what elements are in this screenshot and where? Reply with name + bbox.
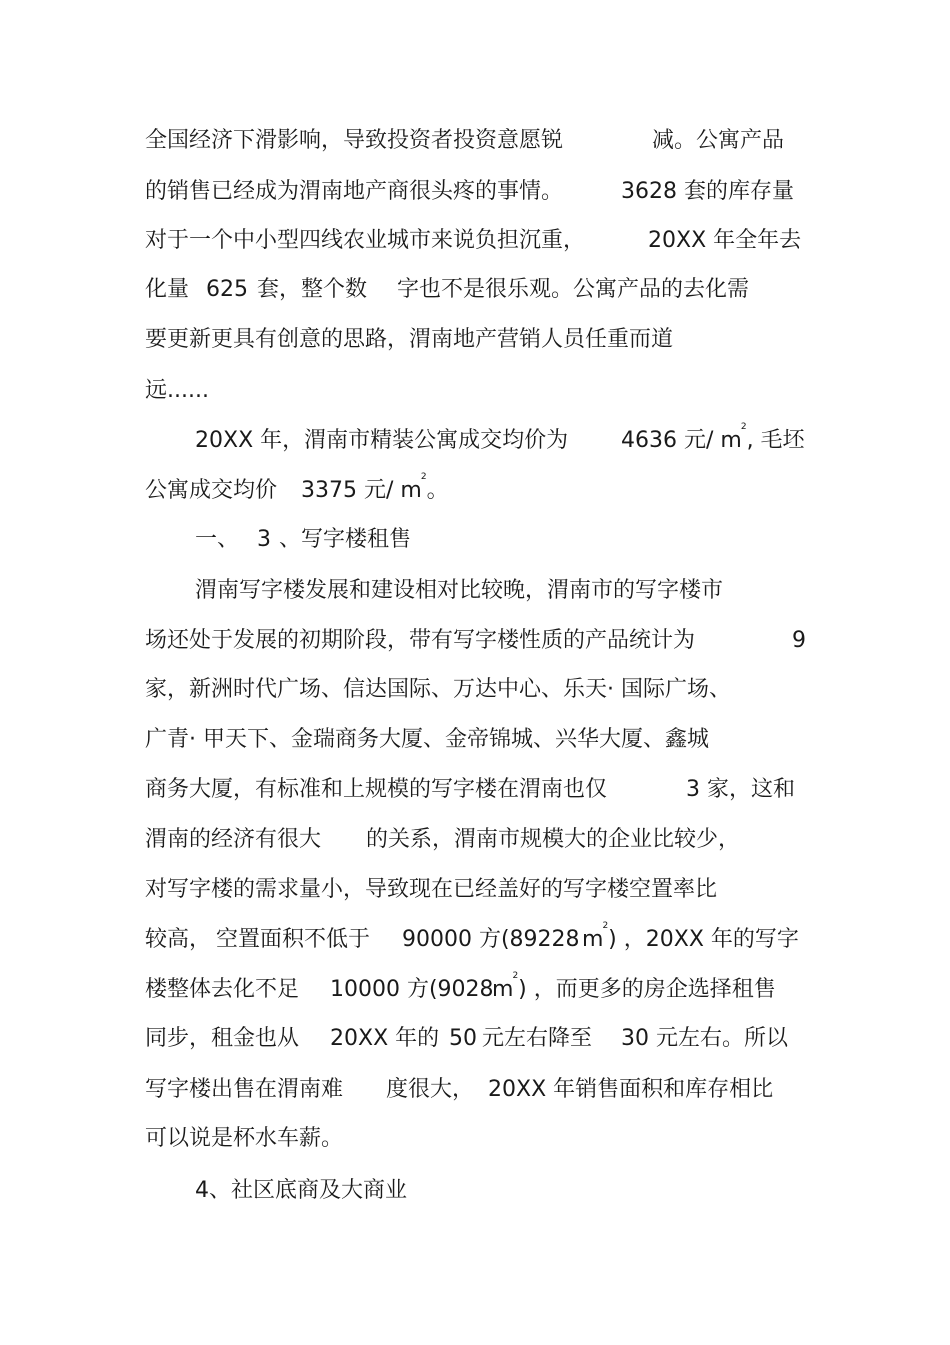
superscript: 2 bbox=[740, 421, 747, 432]
text-line-19 bbox=[0, 1022, 950, 1056]
text-segment-suffix: , 毛坯 bbox=[746, 428, 805, 453]
text-segment-suffix: ) ，20XX 年的写字 bbox=[608, 927, 799, 952]
text-segment: 场还处于发展的初期阶段，带有写字楼性质的产品统计为 bbox=[145, 628, 696, 653]
text-line-16 bbox=[0, 873, 950, 907]
text-line-21 bbox=[0, 1122, 950, 1156]
text-segment: 字也不是很乐观。公寓产品的去化需 bbox=[397, 277, 750, 302]
text-segment-value: 4636 元/ m bbox=[621, 428, 742, 453]
text-line-20 bbox=[0, 1073, 950, 1107]
text-segment: 3 bbox=[257, 527, 271, 552]
text-segment: 广青· 甲天下、金瑞商务大厦、金帝锦城、兴华大厦、鑫城 bbox=[145, 727, 709, 752]
text-segment: 化量 bbox=[145, 277, 190, 302]
text-line-10 bbox=[0, 574, 950, 608]
text-segment bbox=[492, 970, 776, 1007]
section-heading-4 bbox=[0, 1174, 950, 1208]
text-segment: 9 bbox=[792, 628, 806, 653]
text-segment-value: 3375 元/ m bbox=[301, 478, 422, 503]
text-segment: 度很大， bbox=[386, 1077, 475, 1102]
superscript: 2 bbox=[602, 920, 609, 931]
text-segment: 渭南写字楼发展和建设相对比较晚，渭南市的写字楼市 bbox=[195, 578, 724, 603]
text-line-18 bbox=[0, 970, 950, 1007]
text-segment: 、写字楼租售 bbox=[279, 527, 412, 552]
text-segment: 3 家，这和 bbox=[686, 777, 795, 802]
text-segment bbox=[621, 421, 805, 458]
text-segment: 625 bbox=[206, 277, 248, 302]
text-segment: 远...... bbox=[145, 378, 209, 403]
text-segment: 30 元左右。所以 bbox=[621, 1026, 788, 1051]
text-segment bbox=[582, 920, 799, 957]
text-segment: 较高， bbox=[145, 927, 212, 952]
text-segment: 对写字楼的需求量小，导致现在已经盖好的写字楼空置率比 bbox=[145, 877, 718, 902]
text-segment: 元左右降至 bbox=[482, 1026, 593, 1051]
text-segment: 楼整体去化不足 bbox=[145, 977, 300, 1002]
text-segment: 20XX 年的 bbox=[330, 1026, 440, 1051]
text-segment: 减。公寓产品 bbox=[652, 128, 785, 153]
text-segment: 空置面积不低于 bbox=[216, 927, 371, 952]
text-segment: 4、社区底商及大商业 bbox=[195, 1178, 407, 1203]
text-segment: 全国经济下滑影响，导致投资者投资意愿锐 bbox=[145, 128, 564, 153]
superscript: 2 bbox=[420, 471, 427, 482]
text-segment: 90000 方(89228 bbox=[402, 927, 580, 952]
text-segment: 商务大厦，有标准和上规模的写字楼在渭南也仅 bbox=[145, 777, 608, 802]
text-line-3 bbox=[0, 224, 950, 258]
text-segment: 公寓成交均价 bbox=[145, 478, 278, 503]
text-segment-value: m bbox=[492, 977, 514, 1002]
text-segment: 套，整个数 bbox=[257, 277, 368, 302]
section-heading-3 bbox=[0, 523, 950, 557]
text-segment: 写字楼出售在渭南难 bbox=[145, 1077, 344, 1102]
text-segment: 10000 方(9028 bbox=[330, 977, 494, 1002]
text-segment: 一、 bbox=[195, 527, 240, 552]
text-segment: 渭南的经济有很大 bbox=[145, 827, 322, 852]
text-segment: 的销售已经成为渭南地产商很头疼的事情。 bbox=[145, 179, 564, 204]
text-segment: 50 bbox=[449, 1026, 477, 1051]
text-segment: 要更新更具有创意的思路，渭南地产营销人员任重而道 bbox=[145, 327, 674, 352]
text-segment bbox=[301, 471, 449, 508]
text-line-1 bbox=[0, 124, 950, 158]
text-line-5 bbox=[0, 323, 950, 357]
text-line-2 bbox=[0, 175, 950, 209]
text-segment-value: m bbox=[582, 927, 604, 952]
text-segment-suffix: 。 bbox=[426, 478, 449, 503]
superscript: 2 bbox=[512, 970, 519, 981]
text-line-14 bbox=[0, 773, 950, 807]
text-segment: 20XX 年全年去 bbox=[648, 228, 802, 253]
text-segment: 的关系，渭南市规模大的企业比较少， bbox=[366, 827, 741, 852]
text-line-6 bbox=[0, 374, 950, 408]
text-segment: 同步，租金也从 bbox=[145, 1026, 300, 1051]
text-segment: 对于一个中小型四线农业城市来说负担沉重， bbox=[145, 228, 586, 253]
text-segment: 3628 套的库存量 bbox=[621, 179, 794, 204]
text-segment: 可以说是杯水车薪。 bbox=[145, 1126, 344, 1151]
text-line-12 bbox=[0, 673, 950, 707]
text-line-11 bbox=[0, 624, 950, 658]
text-segment: 家，新洲时代广场、信达国际、万达中心、乐天· 国际广场、 bbox=[145, 677, 731, 702]
text-line-7 bbox=[0, 421, 950, 458]
text-line-17 bbox=[0, 920, 950, 957]
text-line-13 bbox=[0, 723, 950, 757]
text-line-8 bbox=[0, 471, 950, 508]
text-segment-suffix: ) ，而更多的房企选择租售 bbox=[518, 977, 776, 1002]
text-segment: 20XX 年，渭南市精装公寓成交均价为 bbox=[195, 428, 569, 453]
text-line-15 bbox=[0, 823, 950, 857]
text-line-4 bbox=[0, 273, 950, 307]
text-segment: 20XX 年销售面积和库存相比 bbox=[488, 1077, 774, 1102]
